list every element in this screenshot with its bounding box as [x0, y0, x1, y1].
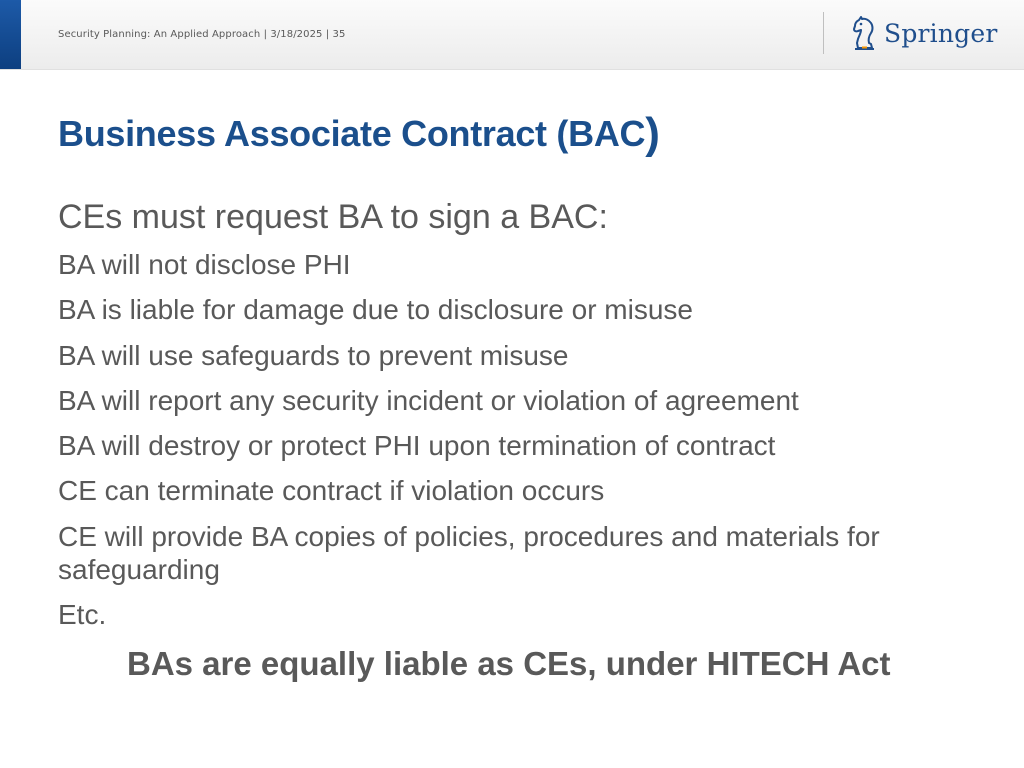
bullet-item: CE will provide BA copies of policies, procedures and materials for safeguarding [58, 520, 880, 585]
chess-knight-icon [850, 15, 878, 51]
bullet-item: BA will report any security incident or violation of agreement [58, 384, 799, 416]
bullet-list [58, 248, 988, 643]
bullet-item: BA will use safeguards to prevent misuse [58, 339, 569, 371]
bullet-item: BA is liable for damage due to disclosure or misuse [58, 294, 693, 326]
springer-logo [850, 14, 998, 52]
closing-statement: BAs are equally liable as CEs, under HITECH Act [127, 645, 891, 682]
slide-title-main: Business Associate Contract (BAC [58, 113, 646, 154]
logo-text: Springer [884, 18, 998, 48]
lead-text: CEs must request BA to sign a BAC: [58, 198, 608, 236]
slide-title [58, 109, 660, 159]
slide-meta: Security Planning: An Applied Approach | 3/18/2025 | 35 [58, 29, 346, 40]
accent-block [0, 0, 21, 69]
bullet-item: CE can terminate contract if violation occurs [58, 475, 605, 507]
header-bar [0, 0, 1024, 70]
slide-title-close: ) [645, 109, 660, 158]
bullet-item: Etc. [58, 599, 107, 631]
bullet-item: BA will destroy or protect PHI upon termination of contract [58, 430, 776, 462]
bullet-item: BA will not disclose PHI [58, 249, 351, 280]
logo-divider [823, 12, 824, 54]
